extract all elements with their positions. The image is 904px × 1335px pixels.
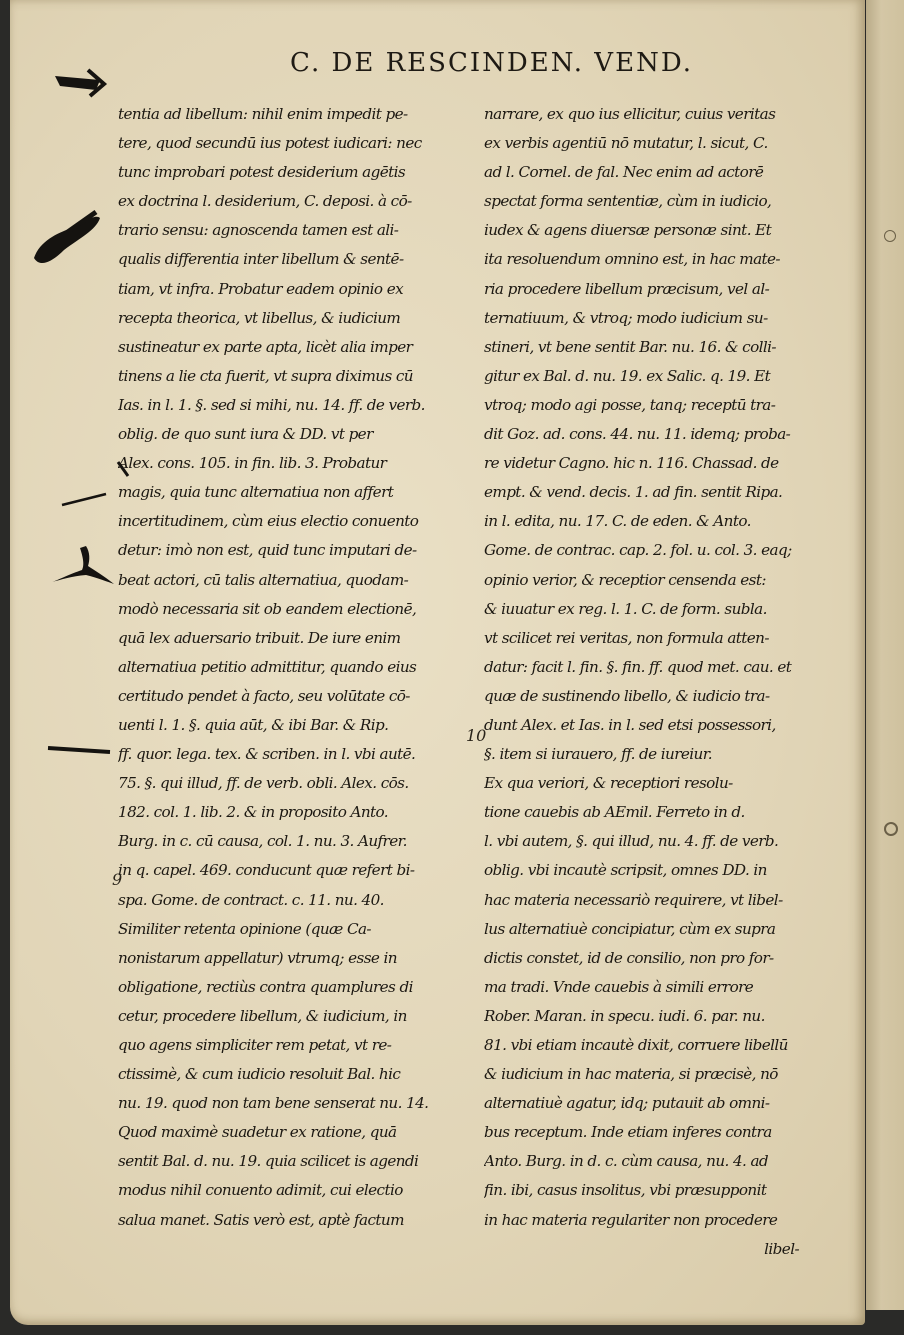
text-line: ita resoluendum omnino est, in hac mate- xyxy=(484,250,780,269)
text-line: tinens a lie cta fuerit, vt supra diximus cū xyxy=(118,366,413,385)
binding-hole xyxy=(884,230,896,242)
text-line: spa. Gome. de contract. c. 11. nu. 40. xyxy=(118,890,384,909)
text-line: narrare, ex quo ius ellicitur, cuius veritas xyxy=(484,105,776,123)
text-line: tunc improbari potest desiderium agētis xyxy=(118,163,406,182)
text-line: 75. §. qui illud, ff. de verb. obli. Alex. cōs. xyxy=(118,774,409,793)
left-text-column xyxy=(118,100,463,1235)
text-line: oblig. de quo sunt iura & DD. vt per xyxy=(118,425,373,444)
text-line: gitur ex Bal. d. nu. 19. ex Salic. q. 19. Et xyxy=(484,366,771,385)
text-line: magis, quia tunc alternatiua non affert xyxy=(118,483,394,502)
text-line: recepta theorica, vt libellus, & iudicium xyxy=(118,308,401,327)
text-line: dictis constet, id de consilio, non pro for- xyxy=(484,948,774,967)
text-line: modus nihil conuento adimit, cui electio xyxy=(118,1181,403,1200)
text-line: hac materia necessariò requirere, vt libel- xyxy=(484,890,783,909)
text-line: Ias. in l. 1. §. sed si mihi, nu. 14. ff. de verb. xyxy=(118,395,425,414)
text-line: sentit Bal. d. nu. 19. quia scilicet is agendi xyxy=(118,1152,419,1171)
text-line: ex doctrina l. desiderium, C. deposi. à cō- xyxy=(118,192,412,211)
text-line: in hac materia regulariter non procedere xyxy=(484,1210,778,1229)
text-line: cetur, procedere libellum, & iudicium, in xyxy=(118,1006,407,1025)
running-header: C. DE RESCINDEN. VEND. xyxy=(290,48,693,78)
text-line: ma tradi. Vnde cauebis à simili errore xyxy=(484,977,754,996)
text-line: tentia ad libellum: nihil enim impedit pe- xyxy=(118,105,408,123)
text-line: detur: imò non est, quid tunc imputari de- xyxy=(118,541,417,560)
text-line: re videtur Cagno. hic n. 116. Chassad. de xyxy=(484,454,779,473)
text-line: dunt Alex. et Ias. in l. sed etsi possessori, xyxy=(484,715,776,734)
text-line: modò necessaria sit ob eandem electionē, xyxy=(118,599,417,618)
text-line: l. vbi autem, §. qui illud, nu. 4. ff. de verb. xyxy=(484,832,779,851)
text-line: Ex qua veriori, & receptiori resolu- xyxy=(484,774,733,793)
right-text-column xyxy=(484,100,829,1264)
text-line: ad l. Cornel. de fal. Nec enim ad actorē xyxy=(484,163,764,182)
right-margin-number: 10 xyxy=(466,726,487,745)
text-line: sustineatur ex parte apta, licèt alia imper xyxy=(118,337,413,356)
text-line: beat actori, cū talis alternatiua, quodam- xyxy=(118,570,409,589)
text-line: obligatione, rectiùs contra quamplures di xyxy=(118,977,413,996)
text-line: empt. & vend. decis. 1. ad fin. sentit Ripa. xyxy=(484,483,783,502)
text-line: incertitudinem, cùm eius electio conuento xyxy=(118,512,419,531)
text-line: Burg. in c. cū causa, col. 1. nu. 3. Aufrer. xyxy=(118,832,407,851)
text-line: datur: facit l. fin. §. fin. ff. quod met. cau. et xyxy=(484,657,792,676)
text-line: quo agens simpliciter rem petat, vt re- xyxy=(118,1036,392,1054)
text-line: & iudicium in hac materia, si præcisè, nō xyxy=(484,1065,778,1084)
text-line: nonistarum appellatur) vtrumq; esse in xyxy=(118,948,397,967)
text-line: Quod maximè suadetur ex ratione, quā xyxy=(118,1123,397,1142)
text-line: bus receptum. Inde etiam inferes contra xyxy=(484,1123,772,1142)
text-line: iudex & agens diuersæ personæ sint. Et xyxy=(484,221,772,240)
text-line: Alex. cons. 105. in fin. lib. 3. Probatur xyxy=(118,454,387,473)
text-line: Gome. de contrac. cap. 2. fol. u. col. 3. eaq; xyxy=(484,541,792,560)
text-line: Similiter retenta opinione (quæ Ca- xyxy=(118,919,371,938)
text-line: uenti l. 1. §. quia aūt, & ibi Bar. & Rip. xyxy=(118,715,389,734)
text-line: Rober. Maran. in specu. iudi. 6. par. nu. xyxy=(484,1006,765,1025)
text-line: in q. capel. 469. conducunt quæ refert bi- xyxy=(118,861,415,880)
text-line: quā lex aduersario tribuit. De iure enim xyxy=(118,628,401,647)
text-line: ternatiuum, & vtroq; modo iudicium su- xyxy=(484,308,768,327)
text-line: ria procedere libellum præcisum, vel al- xyxy=(484,279,770,298)
text-line: stineri, vt bene sentit Bar. nu. 16. & colli- xyxy=(484,337,776,356)
text-line: in l. edita, nu. 17. C. de eden. & Anto. xyxy=(484,512,751,531)
text-line: tione cauebis ab AEmil. Ferreto in d. xyxy=(484,803,745,822)
text-line: nu. 19. quod non tam bene senserat nu. 14. xyxy=(118,1094,429,1113)
text-line: ex verbis agentiū nō mutatur, l. sicut, C. xyxy=(484,134,768,153)
text-line: fin. ibi, casus insolitus, vbi præsupponit xyxy=(484,1181,767,1200)
catchword: libel- xyxy=(764,1239,799,1258)
text-line: lus alternatiuè concipiatur, cùm ex supra xyxy=(484,919,776,938)
adjacent-page-edge xyxy=(866,0,904,1310)
text-line: quæ de sustinendo libello, & iudicio tra- xyxy=(484,686,770,705)
text-line: tiam, vt infra. Probatur eadem opinio ex xyxy=(118,279,404,298)
text-line: dit Goz. ad. cons. 44. nu. 11. idemq; proba- xyxy=(484,425,791,444)
text-line: Anto. Burg. in d. c. cùm causa, nu. 4. ad xyxy=(484,1152,769,1171)
text-line: oblig. vbi incautè scripsit, omnes DD. in xyxy=(484,861,767,880)
binding-hole xyxy=(884,822,898,836)
text-line: spectat forma sententiæ, cùm in iudicio, xyxy=(484,192,772,211)
text-line: ff. quor. lega. tex. & scriben. in l. vbi autē. xyxy=(118,745,416,764)
text-line: vt scilicet rei veritas, non formula atten- xyxy=(484,628,769,647)
text-line: qualis differentia inter libellum & sentē- xyxy=(118,250,404,269)
text-line: tere, quod secundū ius potest iudicari: nec xyxy=(118,134,422,153)
left-margin-number: 9 xyxy=(112,870,123,889)
text-line: certitudo pendet à facto, seu volūtate cō- xyxy=(118,686,410,705)
text-line: 81. vbi etiam incautè dixit, corruere libellū xyxy=(484,1036,788,1054)
text-line: vtroq; modo agi posse, tanq; receptū tra- xyxy=(484,395,776,414)
text-line: 182. col. 1. lib. 2. & in proposito Anto. xyxy=(118,803,389,822)
text-line: §. item si iurauero, ff. de iureiur. xyxy=(484,745,712,764)
text-line: trario sensu: agnoscenda tamen est ali- xyxy=(118,221,399,240)
text-line: alternatiuè agatur, idq; putauit ab omni- xyxy=(484,1094,770,1113)
text-line: alternatiua petitio admittitur, quando eius xyxy=(118,657,417,676)
text-line: opinio verior, & receptior censenda est: xyxy=(484,570,766,589)
text-line: & iuuatur ex reg. l. 1. C. de form. subla. xyxy=(484,599,767,618)
text-line: ctissimè, & cum iudicio resoluit Bal. hic xyxy=(118,1065,401,1084)
text-line: salua manet. Satis verò est, aptè factum xyxy=(118,1210,404,1229)
